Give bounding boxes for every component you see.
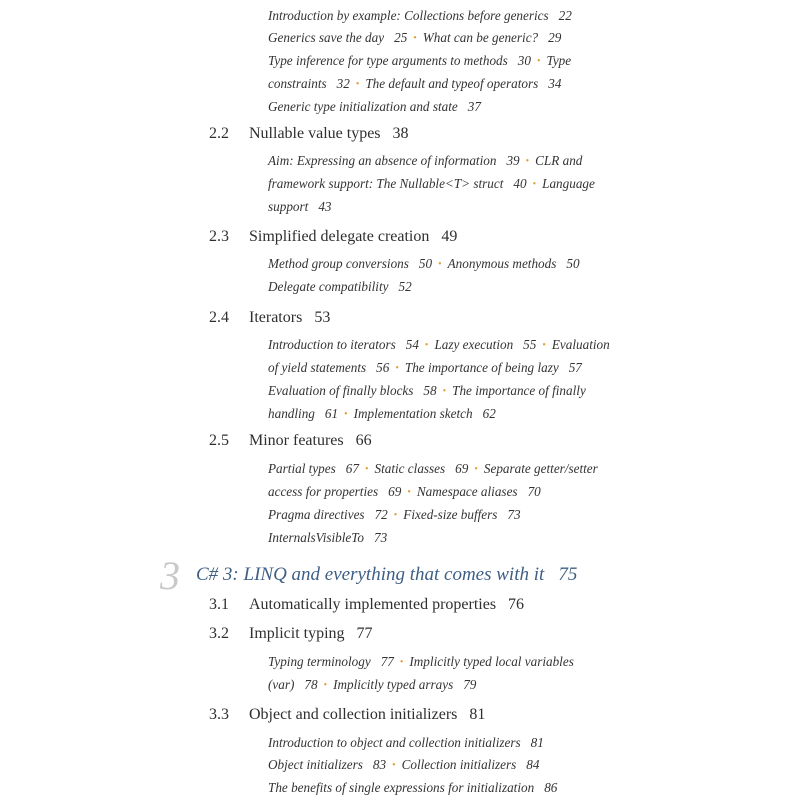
toc-line: [268, 27, 668, 50]
toc-page-number: 70: [527, 484, 541, 499]
bullet-separator: •: [364, 464, 369, 475]
toc-line: [268, 481, 668, 504]
toc-entry: support: [268, 199, 309, 214]
toc-entry: What can be generic?: [422, 30, 539, 45]
section-number: 2.3: [209, 228, 229, 245]
toc-line: [268, 651, 668, 674]
section-number: 2.4: [209, 309, 229, 326]
toc-page-number: 58: [423, 383, 437, 398]
bullet-separator: •: [442, 386, 447, 397]
bullet-separator: •: [532, 179, 537, 190]
toc-chapter-3[interactable]: [160, 553, 660, 598]
toc-page-number: 75: [558, 564, 578, 585]
toc-entry: Pragma directives: [268, 507, 365, 522]
toc-entry: framework support: The Nullable<T> struct: [268, 176, 504, 191]
toc-line: [268, 196, 668, 218]
toc-entry: The importance of being lazy: [404, 360, 559, 375]
toc-page-number: 81: [469, 706, 486, 723]
toc-subsections-2-4: [268, 334, 668, 426]
toc-page-number: 73: [373, 530, 388, 545]
bullet-separator: •: [399, 657, 404, 668]
chapter-heading: [196, 564, 577, 586]
toc-line: [268, 96, 668, 118]
section-number: 2.2: [209, 125, 229, 142]
toc-entry: The importance of finally: [452, 383, 586, 398]
toc-line: [268, 754, 668, 777]
toc-page-number: 52: [398, 279, 412, 294]
toc-entry: Lazy execution: [434, 337, 514, 352]
toc-page-number: 53: [314, 309, 331, 326]
toc-entry: Generic type initialization and state: [268, 99, 458, 114]
toc-section-3-2[interactable]: [209, 623, 373, 645]
toc-page-number: 86: [544, 780, 558, 795]
toc-entry: The default and typeof operators: [365, 76, 539, 91]
toc-entry: Partial types: [268, 461, 336, 476]
toc-page-number: 39: [506, 153, 520, 168]
section-title: Nullable value types: [249, 125, 381, 142]
bullet-separator: •: [424, 340, 429, 351]
toc-line: [268, 73, 668, 96]
toc-page-number: 37: [467, 99, 481, 114]
section-number: 2.5: [209, 432, 229, 449]
toc-section-2-4[interactable]: [209, 307, 330, 329]
section-number: 3.1: [209, 596, 229, 613]
toc-entry: Method group conversions: [268, 256, 409, 271]
toc-line: [268, 777, 668, 799]
toc-line: [268, 276, 668, 298]
toc-line: [268, 527, 668, 549]
bullet-separator: •: [413, 33, 417, 44]
toc-entry: Separate getter/setter: [483, 461, 598, 476]
bullet-separator: •: [355, 79, 360, 90]
toc-page-number: 73: [507, 507, 521, 522]
toc-entry: Introduction to object and collection initializers: [268, 735, 521, 750]
toc-entry: Type inference for type arguments to methods: [268, 53, 508, 68]
bullet-separator: •: [525, 156, 530, 167]
toc-page-number: 81: [530, 735, 544, 750]
toc-page-number: 83: [372, 757, 387, 772]
toc-page-number: 29: [548, 30, 562, 45]
toc-page-number: 49: [441, 228, 458, 245]
toc-subsections-2-2: [268, 150, 668, 218]
toc-page-number: 67: [345, 461, 359, 476]
toc-subsections-3-3: [268, 732, 668, 799]
toc-entry: Language: [542, 176, 595, 191]
toc-page-number: 50: [566, 256, 580, 271]
section-title: Simplified delegate creation: [249, 228, 430, 245]
toc-page-number: 34: [548, 76, 562, 91]
toc-page-number: 69: [455, 461, 469, 476]
toc-page-number: 69: [388, 484, 402, 499]
toc-entry: Aim: Expressing an absence of information: [268, 153, 497, 168]
toc-page-number: 77: [356, 625, 373, 642]
chapter-title: C# 3: LINQ and everything that comes with it: [196, 564, 545, 585]
toc-page-number: 54: [405, 337, 419, 352]
toc-page-number: 79: [463, 677, 477, 692]
toc-entry: Evaluation: [551, 337, 610, 352]
toc-page-number: 56: [376, 360, 390, 375]
toc-page-number: 25: [394, 30, 408, 45]
toc-section-2-5[interactable]: [209, 430, 372, 452]
bullet-separator: •: [395, 363, 399, 374]
toc-line: [268, 5, 668, 27]
toc-entry: handling: [268, 406, 315, 421]
toc-entry: InternalsVisibleTo: [268, 530, 364, 545]
toc-entry: Static classes: [374, 461, 446, 476]
bullet-separator: •: [536, 56, 541, 67]
toc-page-number: 22: [558, 8, 572, 23]
toc-line: [268, 253, 668, 276]
toc-page-number: 78: [304, 677, 318, 692]
toc-entry: Fixed-size buffers: [403, 507, 498, 522]
toc-entry: Introduction to iterators: [268, 337, 396, 352]
bullet-separator: •: [438, 259, 442, 270]
toc-line: [268, 334, 668, 357]
toc-entry: of yield statements: [268, 360, 367, 375]
toc-page-number: 62: [482, 406, 496, 421]
toc-entry: Anonymous methods: [447, 256, 557, 271]
bullet-separator: •: [392, 760, 396, 771]
toc-page-number: 32: [336, 76, 350, 91]
toc-line: [268, 380, 668, 403]
toc-page-number: 66: [355, 432, 372, 449]
toc-line: [268, 732, 668, 754]
toc-page-number: 84: [526, 757, 540, 772]
toc-page-number: 40: [513, 176, 527, 191]
toc-page-number: 77: [380, 654, 394, 669]
toc-line: [268, 458, 668, 481]
toc-entry: Object initializers: [268, 757, 363, 772]
toc-entry: The benefits of single expressions for initialization: [268, 780, 535, 795]
toc-entry: Collection initializers: [401, 757, 517, 772]
toc-entry: access for properties: [268, 484, 379, 499]
toc-subsections-3-2: [268, 651, 668, 697]
section-number: 3.3: [209, 706, 229, 723]
toc-section-3-3[interactable]: [209, 704, 485, 726]
toc-section-2-2[interactable]: [209, 123, 409, 145]
section-title: Automatically implemented properties: [249, 596, 497, 613]
toc-line: [268, 674, 668, 697]
toc-section-2-3[interactable]: [209, 226, 457, 248]
bullet-separator: •: [474, 464, 478, 475]
toc-line: [268, 403, 668, 426]
toc-entry: constraints: [268, 76, 327, 91]
toc-entry: (var): [268, 677, 295, 692]
toc-entry: Introduction by example: Collections before generics: [268, 8, 549, 23]
toc-line: [268, 173, 668, 196]
toc-subsections-2-3: [268, 253, 668, 298]
toc-line: [268, 357, 668, 380]
section-title: Object and collection initializers: [249, 706, 458, 723]
toc-page-number: 55: [523, 337, 537, 352]
toc-entry: Implementation sketch: [353, 406, 473, 421]
toc-subsections-2-1: [268, 5, 668, 118]
toc-entry: CLR and: [535, 153, 583, 168]
toc-subsections-2-5: [268, 458, 668, 549]
toc-entry: Typing terminology: [268, 654, 371, 669]
toc-entry: Type: [546, 53, 572, 68]
toc-page-number: 50: [418, 256, 433, 271]
toc-page-number: 57: [568, 360, 582, 375]
toc-page-number: 61: [324, 406, 339, 421]
section-title: Implicit typing: [249, 625, 345, 642]
toc-page-number: 76: [508, 596, 525, 613]
toc-entry: Namespace aliases: [416, 484, 518, 499]
bullet-separator: •: [393, 510, 398, 521]
toc-page-number: 43: [318, 199, 332, 214]
toc-section-3-1[interactable]: [209, 594, 524, 616]
chapter-number: 3: [160, 553, 180, 598]
bullet-separator: •: [542, 340, 546, 351]
toc-line: [268, 50, 668, 73]
toc-entry: Delegate compatibility: [268, 279, 389, 294]
bullet-separator: •: [344, 409, 348, 420]
toc-page-number: 38: [392, 125, 409, 142]
section-title: Iterators: [249, 309, 303, 326]
toc-entry: Generics save the day: [268, 30, 385, 45]
toc-page-number: 72: [374, 507, 388, 522]
bullet-separator: •: [323, 680, 328, 691]
toc-line: [268, 150, 668, 173]
toc-line: [268, 504, 668, 527]
toc-entry: Evaluation of finally blocks: [268, 383, 414, 398]
section-number: 3.2: [209, 625, 229, 642]
section-title: Minor features: [249, 432, 344, 449]
bullet-separator: •: [407, 487, 411, 498]
toc-entry: Implicitly typed local variables: [409, 654, 574, 669]
toc-entry: Implicitly typed arrays: [333, 677, 454, 692]
toc-page-number: 30: [517, 53, 531, 68]
